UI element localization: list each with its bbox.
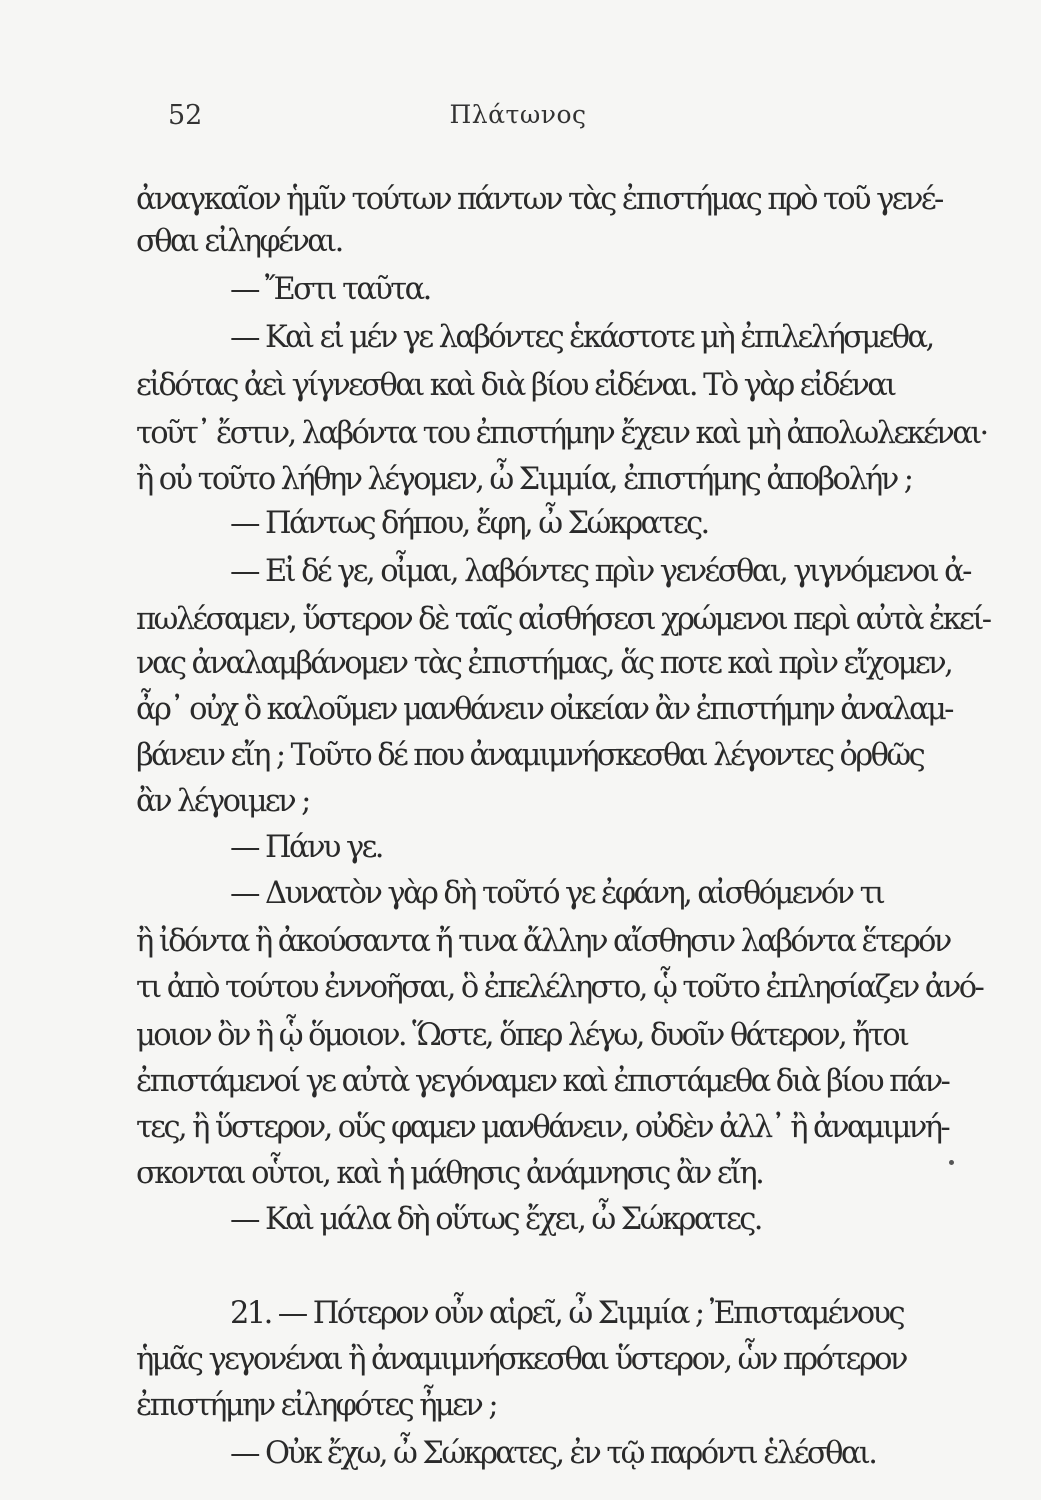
text-line: σκονται οὗτοι, καὶ ἡ μάθησις ἀνάμνησις ἂν εἴη. <box>136 1156 763 1191</box>
text-line: ἆρ᾿ οὐχ ὃ καλοῦμεν μανθάνειν οἰκείαν ἂν ἐπιστήμην ἀναλαμ- <box>136 692 952 727</box>
text-line: ἀναγκαῖον ἡμῖν τούτων πάντων τὰς ἐπιστήμας πρὸ τοῦ γενέ- <box>136 182 942 217</box>
running-title: Πλάτωνος <box>449 100 587 129</box>
text-line: ἐπιστήμην εἰληφότες ἦμεν ; <box>136 1388 497 1423</box>
text-line: ἐπιστάμενοί γε αὐτὰ γεγόναμεν καὶ ἐπιστάμεθα διὰ βίου πάν- <box>136 1064 949 1099</box>
text-line: ἡμᾶς γεγονέναι ἢ ἀναμιμνήσκεσθαι ὕστερον, ὧν πρότερον <box>136 1342 906 1377</box>
dialogue-line: — Οὐκ ἔχω, ὦ Σώκρατες, ἐν τῷ παρόντι ἑλέσθαι. <box>230 1436 876 1471</box>
text-line: βάνειν εἴη ; Τοῦτο δέ που ἀναμιμνήσκεσθαι λέγοντες ὀρθῶς <box>136 738 924 773</box>
text-line: ἂν λέγοιμεν ; <box>136 784 309 819</box>
section-start-line: 21. — Πότερον οὖν αἱρεῖ, ὦ Σιμμία ; Ἐπισταμένους <box>230 1296 903 1331</box>
page-number: 52 <box>168 100 203 131</box>
text-line: ἢ ἰδόντα ἢ ἀκούσαντα ἤ τινα ἄλλην αἴσθησιν λαβόντα ἕτερόν <box>136 924 950 959</box>
dialogue-line: — Πάντως δήπου, ἔφη, ὦ Σώκρατες. <box>230 506 708 541</box>
text-line: μοιον ὂν ἢ ᾧ ὅμοιον. Ὥστε, ὅπερ λέγω, δυοῖν θάτερον, ἤτοι <box>136 1018 908 1053</box>
ink-dot-mark <box>949 1160 954 1165</box>
dialogue-line: — Δυνατὸν γὰρ δὴ τοῦτό γε ἐφάνη, αἰσθόμενόν τι <box>230 876 884 911</box>
text-line: εἰδότας ἀεὶ γίγνεσθαι καὶ διὰ βίου εἰδέναι. Τὸ γὰρ εἰδέναι <box>136 368 895 403</box>
dialogue-line: — Καὶ μάλα δὴ οὕτως ἔχει, ὦ Σώκρατες. <box>230 1202 761 1237</box>
page-header <box>168 100 1000 140</box>
text-line: νας ἀναλαμβάνομεν τὰς ἐπιστήμας, ἅς ποτε καὶ πρὶν εἴχομεν, <box>136 646 952 681</box>
text-line: πωλέσαμεν, ὕστερον δὲ ταῖς αἰσθήσεσι χρώμενοι περὶ αὐτὰ ἐκεί- <box>136 602 990 637</box>
text-line: ἢ οὐ τοῦτο λήθην λέγομεν, ὦ Σιμμία, ἐπιστήμης ἀποβολήν ; <box>136 462 912 497</box>
dialogue-line: — Ἔστι ταῦτα. <box>230 272 430 307</box>
dialogue-line: — Πάνυ γε. <box>230 830 382 865</box>
text-line: τες, ἢ ὕστερον, οὕς φαμεν μανθάνειν, οὐδὲν ἀλλ᾿ ἢ ἀναμιμνή- <box>136 1110 949 1145</box>
dialogue-line: — Καὶ εἰ μέν γε λαβόντες ἑκάστοτε μὴ ἐπιλελήσμεθα, <box>230 320 933 355</box>
text-line: σθαι εἰληφέναι. <box>136 224 342 259</box>
text-line: τοῦτ᾿ ἔστιν, λαβόντα του ἐπιστήμην ἔχειν καὶ μὴ ἀπολωλεκέναι· <box>136 416 987 451</box>
dialogue-line: — Εἰ δέ γε, οἶμαι, λαβόντες πρὶν γενέσθαι, γιγνόμενοι ἀ- <box>230 554 970 589</box>
text-line: τι ἀπὸ τούτου ἐννοῆσαι, ὃ ἐπελέληστο, ᾧ τοῦτο ἐπλησίαζεν ἀνό- <box>136 970 983 1005</box>
